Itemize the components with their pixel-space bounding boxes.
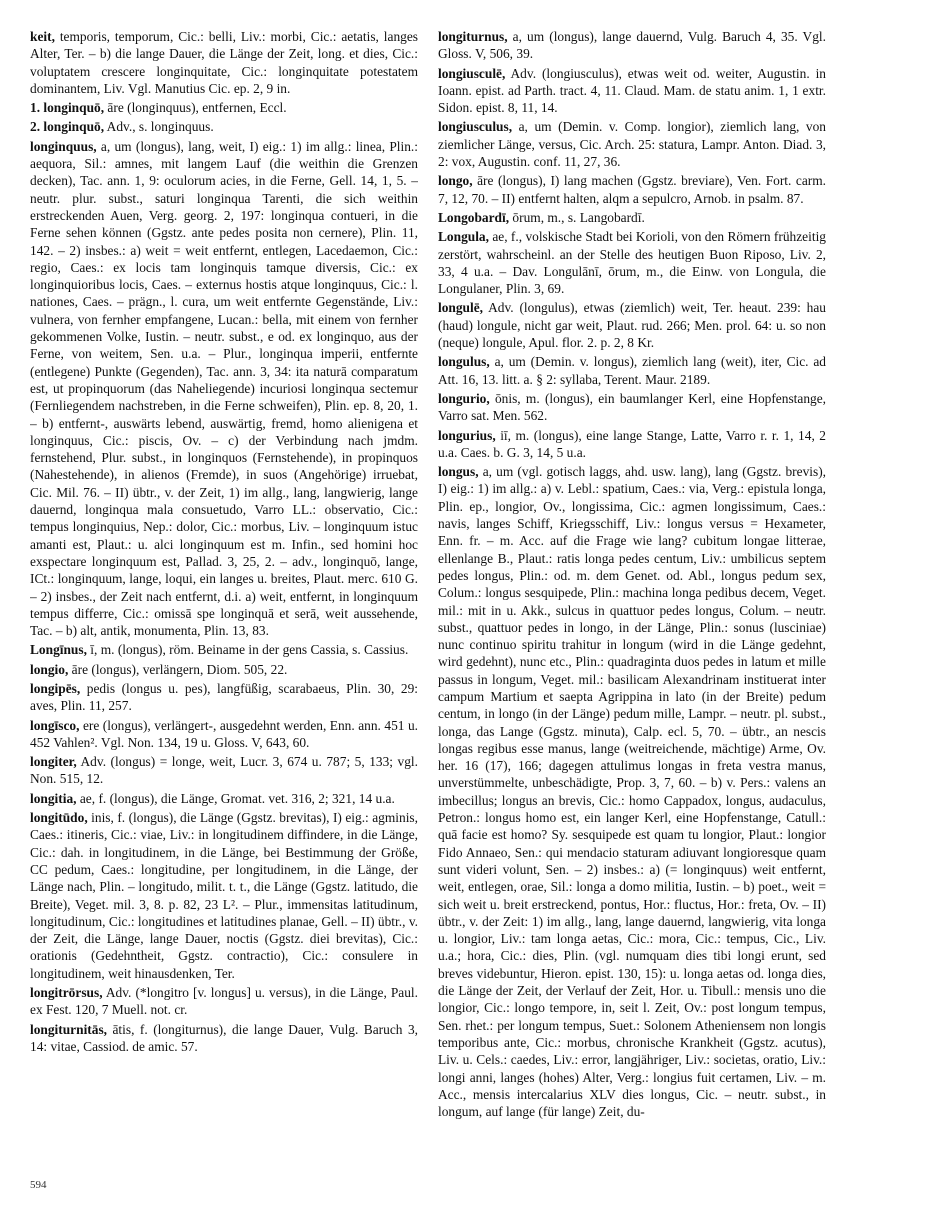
entry-headword: longiter, [30, 754, 77, 770]
dictionary-entry [30, 99, 418, 116]
entry-headword: 2. longinquō, [30, 119, 105, 135]
entry-headword: 1. longinquō, [30, 100, 105, 116]
dictionary-entry [30, 984, 418, 1019]
entry-headword: longiusculē, [438, 65, 506, 81]
dictionary-entry [438, 228, 826, 297]
entry-text: ōnis, m. (longus), ein baumlanger Kerl, eine Hopfenstange, Varro sat. Men. 562. [438, 390, 826, 424]
entry-headword: longiusculus, [438, 119, 513, 135]
dictionary-entry [438, 427, 826, 462]
entry-text: ae, f., volskische Stadt bei Korioli, von den Römern frühzeitig zerstört, wahrscheinl. an der Stelle des heutigen Buon Riposo, Liv. 2, 33, 4 u.a. – Dav. Longulānī, ōrum, m., die Einw. von Longula, die Longulaner, Plin. 3, 69. [438, 229, 826, 297]
dictionary-entry [438, 299, 826, 351]
entry-text: ere (longus), verlängert-, ausgedehnt werden, Enn. ann. 451 u. 452 Vahlen². Vgl. Non. 134, 19 u. Gloss. V, 643, 60. [30, 717, 418, 750]
entry-headword: longiturnus, [438, 29, 508, 44]
dictionary-entry [30, 28, 418, 97]
entry-text: iī, m. (longus), eine lange Stange, Latte, Varro r. r. 1, 14, 2 u.a. Caes. b. G. 3, 14, 5 u.a. [438, 427, 826, 460]
entry-text: Adv., s. longinquus. [104, 119, 214, 135]
dictionary-entry [438, 209, 826, 226]
entry-headword: longulus, [438, 354, 490, 370]
entry-headword: longurio, [438, 390, 490, 406]
entry-headword: keit, [30, 29, 55, 44]
entry-headword: longulē, [438, 300, 484, 316]
dictionary-entry [438, 353, 826, 388]
entry-text: Adv. (longiusculus), etwas weit od. weiter, Augustin. in Ioann. epist. ad Parth. tract. 4, 11. Claud. Mam. de statu anim. 1, 1 extr. Sidon. epist. 8, 11, 14. [438, 65, 826, 116]
entry-text: a, um (Demin. v. Comp. longior), ziemlich lang, von ziemlicher Länge, versus, Cic. Arch. 25: statura, Lampr. Anton. Diad. 3, 2: vox, Augustin. conf. 11, 27, 36. [438, 119, 826, 170]
entry-headword: longio, [30, 661, 69, 677]
entry-headword: longurius, [438, 427, 496, 443]
entry-headword: longus, [438, 464, 479, 480]
entry-headword: longipēs, [30, 680, 81, 696]
entry-headword: longinquus, [30, 138, 97, 154]
dictionary-entry [30, 138, 418, 640]
right-column [438, 28, 826, 1178]
dictionary-entry [438, 463, 826, 1120]
dictionary-entry [438, 118, 826, 170]
entry-headword: longitia, [30, 790, 77, 806]
entry-text: ōrum, m., s. Langobardī. [509, 209, 645, 225]
entry-headword: longitrōrsus, [30, 985, 103, 1001]
dictionary-entry [438, 172, 826, 207]
dictionary-entry [438, 65, 826, 117]
dictionary-entry [30, 118, 418, 135]
entry-text: ī, m. (longus), röm. Beiname in der gens Cassia, s. Cassius. [86, 642, 409, 658]
entry-text: ātis, f. (longiturnus), die lange Dauer, Vulg. Baruch 3, 14: vitae, Cassiod. de amic. 57. [30, 1021, 418, 1054]
entry-headword: Longula, [438, 229, 489, 245]
entry-text: inis, f. (longus), die Länge (Ggstz. brevitas), I) eig.: agminis, Caes.: itineris, Cic.: viae, Liv.: in longitudinem diffindere, in die Länge, Cic.: dah. in longitudinem, in die Länge, bei Bestimmung der Größe, CC pedum, Caes.: longitudine, per longitudinem, in die Länge, der Länge nach, Plin. – longitudo, milit. t. t., die Länge (Ggstz. latitudo, die Breite), Veget. mil. 3, 8. p. 82, 23 L². – Plur., immensitas latitudinum, longitudinum, Cic.: longitudines et latitudines planae, Gell. – II) übtr., v. der Zeit, die Länge, lange Dauer, noctis (Ggstz. diei brevitas), Cic.: orationis (Gedehntheit, Ggstz. contractio), Cic.: consulere in longitudinem, weit hinausdenken, Ter. [30, 810, 418, 981]
entry-text: a, um (longus), lang, weit, I) eig.: 1) im allg.: linea, Plin.: aequora, Sil.: amnes, mit langem Lauf (die weithin die Grenzen decken), Tac. ann. 1, 9: oculorum acies, in die Ferne, Gell. 14, 1, 5. – neutr. plur. subst., saturi longinqua Tarenti, die sich weithin erstreckenden Auen, Verg. georg. 2, 197: longinqua contueri, in die Ferne sehen können (Ggstz. ante pedes posita non cernere), Plin. 11, 142. – 2) insbes.: a) weit = weit entfernt, entlegen, Lacedaemon, Cic.: regio, Caes.: ex locis tam longinquis tamque diversis, Cic.: ex longinquioribus locis, Caes. – externus hostis atque longinquus, Cic.: l. nationes, Caes. – prägn., l. cura, um weit entfernte Gegenstände, Liv.: vulnera, von fernher empfangene, Lucan.: bella, mit einem von fernher gekommenen Volke, Iustin. – neutr. subst., e od. ex longinquo, aus der Ferne, von weitem, Sen. u.a. – Plur., longinqua imperii, entfernte (entlegene) Punkte (Gegenden), Tac. ann. 3, 34: ita naturā comparatum est, ut propinquorum (das Naheliegende) incuriosi longinqua sectemur (Fernliegendem nachstreben, in die Ferne schweifen), Plin. ep. 8, 20, 1. – b) entfernt-, auswärts lebend, auswärtig, fremd, homo alienigena et longinquus, Cic.: piscis, Ov. – c) der Verbindung nach jmdm. fernstehend, Plur. subst., in longinquos (Fernstehende), in propinquos (Nahestehende), in alienos (Fremde), in suos (Angehörige) irruebat, Cic. Mil. 76. – II) übtr., v. der Zeit, 1) im allg., lang, langwierig, lange dauernd, longinqua mala consuetudo, Varro LL.: observatio, Cic.: tempus longinquius, Nep.: dolor, Cic.: morbus, Liv. – longinquum istuc amanti est, Plaut.: u. alci longinquum est m. Infin., sed homini hoc exspectare longinquum est, Pallad. 3, 25, 2. – adv., longinquō, lange, ICt.: longinquum, lange, loqui, ein langes u. breites, Plaut. merc. 610 G. – 2) insbes., der Zeit nach entfernt, d.i. a) weit, entfernt, in longinquum tempus differre, Cic.: omissā spe longinquā et serā, weit aussehende, Tac. – b) alt, antik, monumenta, Plin. 13, 83. [30, 138, 418, 639]
entry-headword: longitūdo, [30, 810, 88, 826]
page-number: 594 [30, 1179, 47, 1191]
entry-text: temporis, temporum, Cic.: belli, Liv.: morbi, Cic.: aetatis, langes Alter, Ter. – b) die lange Dauer, die Länge der Zeit, long. et dies, Cic.: voluptatem crescere longinquitate, Cic.: longinquitate potestatem dominantem, Liv. Vgl. Manutius Cic. ep. 2, 9 in. [30, 29, 418, 96]
entry-text: āre (longus), verlängern, Diom. 505, 22. [68, 661, 288, 677]
entry-text: Adv. (*longitro [v. longus] u. versus), in die Länge, Paul. ex Fest. 120, 7 Muell. not. cr. [30, 985, 418, 1018]
entry-headword: Longīnus, [30, 642, 87, 658]
dictionary-entry [30, 753, 418, 788]
dictionary-entry [30, 790, 418, 807]
entry-text: pedis (longus u. pes), langfüßig, scarabaeus, Plin. 30, 29: aves, Plin. 11, 257. [30, 680, 418, 714]
dictionary-entry [438, 28, 826, 63]
dictionary-entry [30, 641, 418, 658]
entry-text: a, um (longus), lange dauernd, Vulg. Baruch 4, 35. Vgl. Gloss. V, 506, 39. [438, 29, 826, 62]
entry-text: Adv. (longulus), etwas (ziemlich) weit, Ter. heaut. 239: hau (haud) longule, nicht gar weit, Plaut. rud. 266; Men. prol. 64: u. so non (neque) longule, Apul. flor. 2. p. 2, 8 Kr. [438, 300, 826, 351]
entry-text: a, um (vgl. gotisch laggs, ahd. usw. lang), lang (Ggstz. brevis), I) eig.: 1) im allg.: a) v. Lebl.: spatium, Caes.: via, Verg.: epistula longa, Plin. ep., longior, Ov., longissima, Cic.: agmen longissimum, Caes.: navis, langes Schiff, Kriegsschiff, Liv.: longus versus = Hexameter, Enn. fr. – m. Acc. auf die Frage wie lang? cubitum longae litterae, ellenlange B., Plaut.: ratis longa pedes centum, Liv.: umbilicus septem pedes longus, Plin.: od. m. dem Genet. od. Abl., longus pedum sex, Colum.: longus sesquipede, Plin.: machina longa pedibus decem, Veget. mil.: mit in u. Akk., sulcus in quattuor pedes longus, Colum. – neutr. subst., quattuor pedes in longo, in der Länge, Plin.: sonus (lusciniae) nunc continuo spiritu trahitur in longum (wird in die Länge gedehnt, wird gedehnt), nunc etc., Plin.: quadraginta duos pedes in latum et mille passus in longum, Veget. mil.: basilicam Alexandrinam instituerat inter campum Martium et saepta Agrippina in lato (in der Breite) pedum centum, in longo (in der Länge) pedum mille, Lampr. – neutr. pl. subst., longa, das Lange (Ggstz. minuta), Calp. ecl. 5, 70. – übtr., an nescis longas regibus esse manus, lange (weitreichende, mächtige) Arme, Ov. her. 16 (17), 166; dagegen attulimus longas in freta vestra manus, unverstümmelte, unbeschädigte, Prop. 3, 7, 60. – b) v. Pers.: valens an imbecillus; longus an brevis, Cic.: homo Cappadox, longus, audaculus, Petron.: longus homo est, ein langer Kerl, eine Hopfenstange, Catull.: quā facie est homo? Sy. sesquipede est quam tu longior, Plaut.: longior Fido Annaeo, Sen.: qui mendacio staturam adiuvant longioresque quam sunt videri volunt, Sen. – 2) insbes.: a) (= longinquus) weit entfernt, weit, entlegen, orae, Sil.: longa a domo militia, Iustin. – b) poet., weit = sich weit u. breit erstreckend, pontus, Hor.: fluctus, Hor.: freta, Ov. – II) übtr., v. der Zeit: 1) im allg., lang, lange dauernd, langwierig, vita longa u. longior, Liv.: tam longa aetas, Cic.: mora, Cic.: tempus, Cic., Liv. u.a.; hora, Cic.: dies, Plin. (vgl. numquam dies tibi longi erunt, sed breves videbuntur, Hieron. epist. 130, 15): u. longa aetas od. longa dies, die Länge der Zeit, der Verlauf der Zeit, Hor. u. Tibull.: mensis uno die longior, Cic.: longo tempore, in, seit l. Zeit, Ov.: post longum tempus, Sen. rhet.: per longum tempus, Suet.: Solonem Atheniensem non longis temporibus ante, Cic.: morbus, chronische Krankheit (Ggstz. acutus), Liv. u. Cels.: caedes, Liv.: error, langjähriger, Liv.: societas, oratio, Liv.: longi anni, langes (hohes) Alter, Verg.: longius fuit certamen, Liv. – m. Acc., mensis intercalarius XLV dies longus, Cic. – neutr. subst., in longum, auf lange (für lange) Zeit, du- [438, 464, 826, 1120]
entry-text: Adv. (longus) = longe, weit, Lucr. 3, 674 u. 787; 5, 133; vgl. Non. 515, 12. [30, 754, 418, 787]
dictionary-entry [30, 1021, 418, 1056]
dictionary-entry [30, 661, 418, 678]
entry-headword: longiturnitās, [30, 1021, 108, 1037]
entry-headword: longīsco, [30, 717, 80, 733]
entry-text: āre (longinquus), entfernen, Eccl. [104, 100, 287, 116]
left-column [30, 28, 418, 1178]
entry-headword: longo, [438, 173, 473, 189]
dictionary-entry [438, 390, 826, 425]
entry-text: āre (longus), I) lang machen (Ggstz. breviare), Ven. Fort. carm. 7, 12, 70. – II) entfernt halten, alqm a sepulcro, Arnob. in psalm. 87. [438, 173, 826, 206]
entry-headword: Longobardī, [438, 209, 510, 225]
dictionary-entry [30, 717, 418, 752]
dictionary-entry [30, 809, 418, 982]
dictionary-entry [30, 680, 418, 715]
entry-text: a, um (Demin. v. longus), ziemlich lang (weit), iter, Cic. ad Att. 16, 13. litt. a. § 2: syllaba, Terent. Maur. 2189. [438, 354, 826, 387]
entry-text: ae, f. (longus), die Länge, Gromat. vet. 316, 2; 321, 14 u.a. [76, 790, 395, 806]
